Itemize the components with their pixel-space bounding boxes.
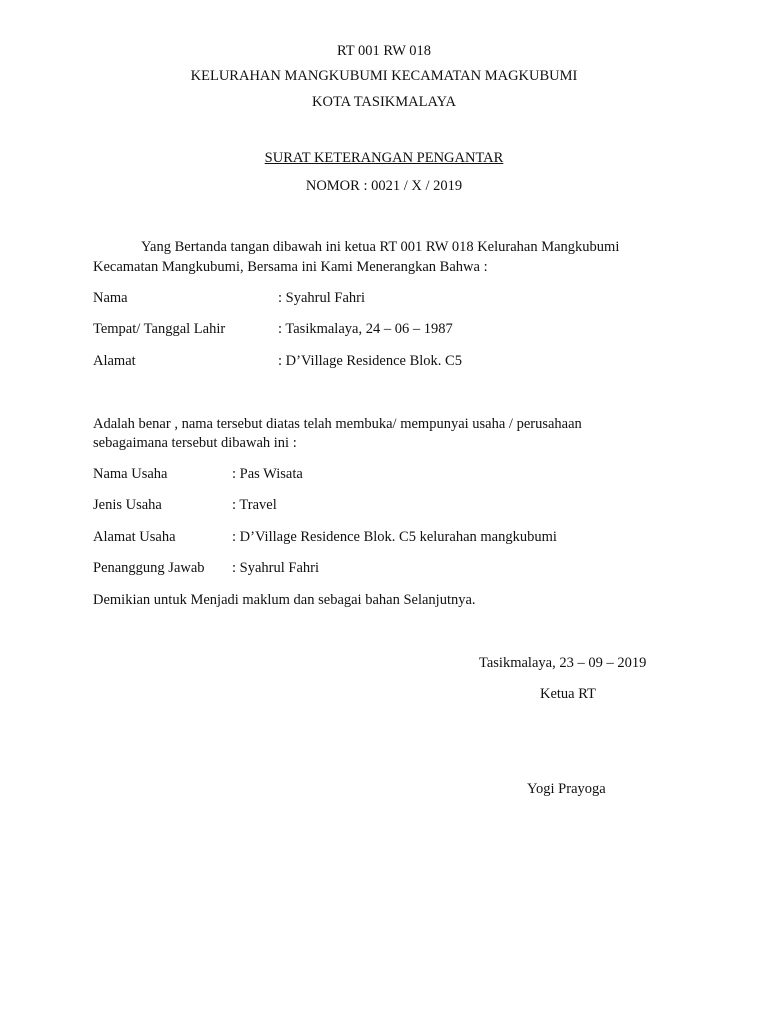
closing-statement: Demikian untuk Menjadi maklum dan sebagai bahan Selanjutnya.	[93, 592, 476, 608]
signature-place-date: Tasikmalaya, 23 – 09 – 2019	[479, 655, 647, 671]
business-name-label: Nama Usaha	[93, 466, 168, 482]
intro-line-1: Yang Bertanda tangan dibawah ini ketua RT 001 RW 018 Kelurahan Mangkubumi	[141, 239, 620, 255]
statement-line-1: Adalah benar , nama tersebut diatas telah membuka/ mempunyai usaha / perusahaan	[93, 416, 582, 432]
business-pic-value: : Syahrul Fahri	[232, 560, 319, 576]
signature-name: Yogi Prayoga	[527, 781, 606, 797]
business-pic-label: Penanggung Jawab	[93, 560, 205, 576]
person-birth-value: : Tasikmalaya, 24 – 06 – 1987	[278, 321, 453, 337]
signature-role: Ketua RT	[540, 686, 596, 702]
person-name-value: : Syahrul Fahri	[278, 290, 365, 306]
header-rt-rw: RT 001 RW 018	[336, 43, 432, 59]
header-kelurahan: KELURAHAN MANGKUBUMI KECAMATAN MAGKUBUMI	[190, 68, 578, 84]
document-number: NOMOR : 0021 / X / 2019	[305, 178, 463, 194]
business-address-label: Alamat Usaha	[93, 529, 176, 545]
statement-line-2: sebagaimana tersebut dibawah ini :	[93, 435, 297, 451]
person-address-value: : D’Village Residence Blok. C5	[278, 353, 462, 369]
business-type-value: : Travel	[232, 497, 277, 513]
header-kota: KOTA TASIKMALAYA	[312, 94, 456, 110]
business-type-label: Jenis Usaha	[93, 497, 162, 513]
intro-line-2: Kecamatan Mangkubumi, Bersama ini Kami Menerangkan Bahwa :	[93, 259, 488, 275]
business-name-value: : Pas Wisata	[232, 466, 303, 482]
document-title: SURAT KETERANGAN PENGANTAR	[264, 150, 504, 166]
person-name-label: Nama	[93, 290, 128, 306]
business-address-value: : D’Village Residence Blok. C5 kelurahan mangkubumi	[232, 529, 557, 545]
person-address-label: Alamat	[93, 353, 136, 369]
person-birth-label: Tempat/ Tanggal Lahir	[93, 321, 226, 337]
